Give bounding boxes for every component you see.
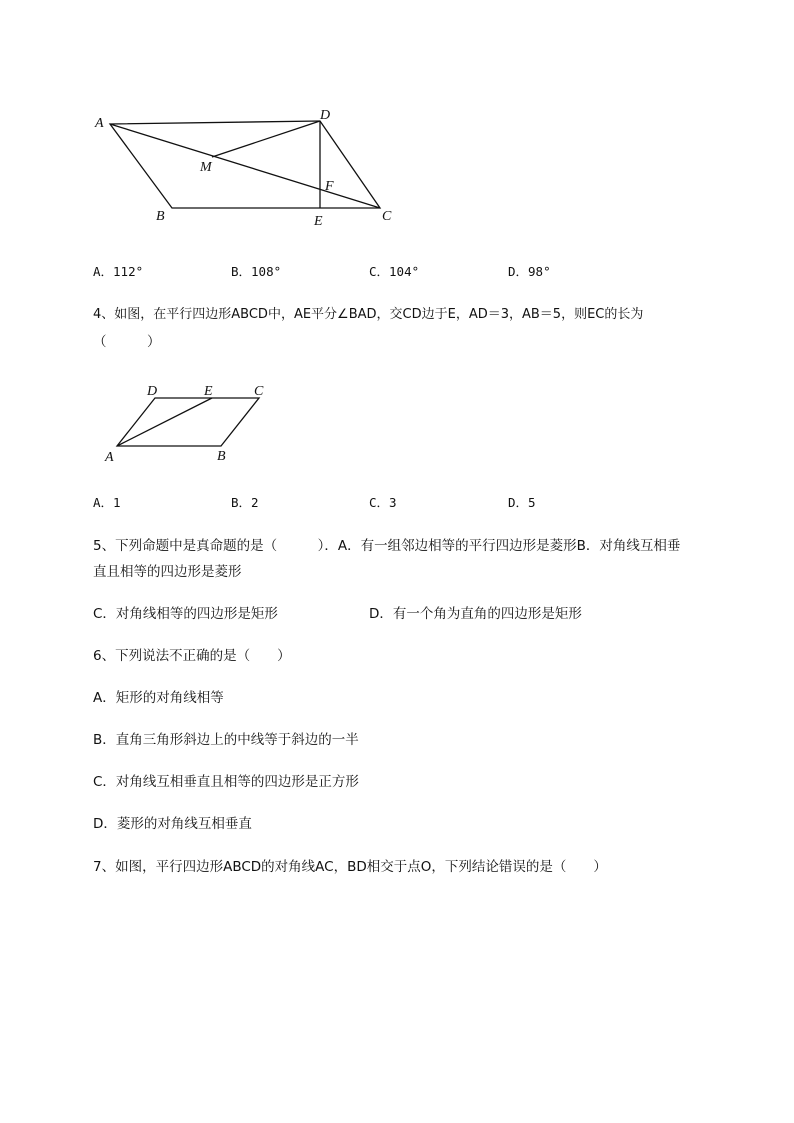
q6-option-d[interactable]: D．菱形的对角线互相垂直 xyxy=(93,816,252,832)
label-e-2: E xyxy=(204,384,213,399)
label-m: M xyxy=(200,160,212,175)
diagonal-ac xyxy=(110,124,380,208)
q4-stem-line1: 4、如图，在平行四边形ABCD中，AE平分∠BAD，交CD边于E，AD＝3，AB＝5，则EC的长为 xyxy=(93,307,644,322)
label-c-2: C xyxy=(254,384,264,399)
q6-option-c[interactable]: C．对角线互相垂直且相等的四边形是正方形 xyxy=(93,774,359,790)
label-b: B xyxy=(156,209,165,224)
q7-stem: 7、如图，平行四边形ABCD的对角线AC，BD相交于点O，下列结论错误的是（ ） xyxy=(93,859,607,875)
figure-parallelogram-abcd-2 xyxy=(0,370,794,470)
q3-option-a[interactable]: A．112° xyxy=(93,264,144,279)
segment-ae xyxy=(117,398,212,446)
q4-stem-line2: （ ） xyxy=(93,334,161,350)
figure-parallelogram-abcd-1 xyxy=(0,0,794,240)
q5-option-c[interactable]: C．对角线相等的四边形是矩形 xyxy=(93,606,278,622)
label-d: D xyxy=(320,108,331,123)
label-b-2: B xyxy=(217,449,226,464)
q3-option-c[interactable]: C．104° xyxy=(369,264,420,279)
label-d-2: D xyxy=(147,384,158,399)
q6-option-a[interactable]: A．矩形的对角线相等 xyxy=(93,690,224,706)
q5-option-d[interactable]: D．有一个角为直角的四边形是矩形 xyxy=(369,606,582,622)
q4-option-d[interactable]: D．5 xyxy=(508,495,536,510)
q5-stem-line2: 直且相等的四边形是菱形 xyxy=(93,564,242,580)
q4-option-a[interactable]: A．1 xyxy=(93,495,121,510)
q6-stem: 6、下列说法不正确的是（ ） xyxy=(93,648,291,664)
q6-option-b[interactable]: B．直角三角形斜边上的中线等于斜边的一半 xyxy=(93,732,359,748)
q5-stem-line1: 5、下列命题中是真命题的是（ ）．A．有一组邻边相等的平行四边形是菱形B．对角线互相垂 xyxy=(93,538,681,554)
q3-option-d[interactable]: D．98° xyxy=(508,264,551,279)
parallelogram-outline-2 xyxy=(117,398,259,446)
label-f: F xyxy=(325,179,334,194)
label-e: E xyxy=(314,214,323,229)
label-a-2: A xyxy=(105,450,114,465)
q3-option-b[interactable]: B．108° xyxy=(231,264,282,279)
q4-option-c[interactable]: C．3 xyxy=(369,495,397,510)
q4-option-b[interactable]: B．2 xyxy=(231,495,259,510)
label-c: C xyxy=(382,209,392,224)
label-a: A xyxy=(95,116,104,131)
segment-dm xyxy=(212,121,320,157)
